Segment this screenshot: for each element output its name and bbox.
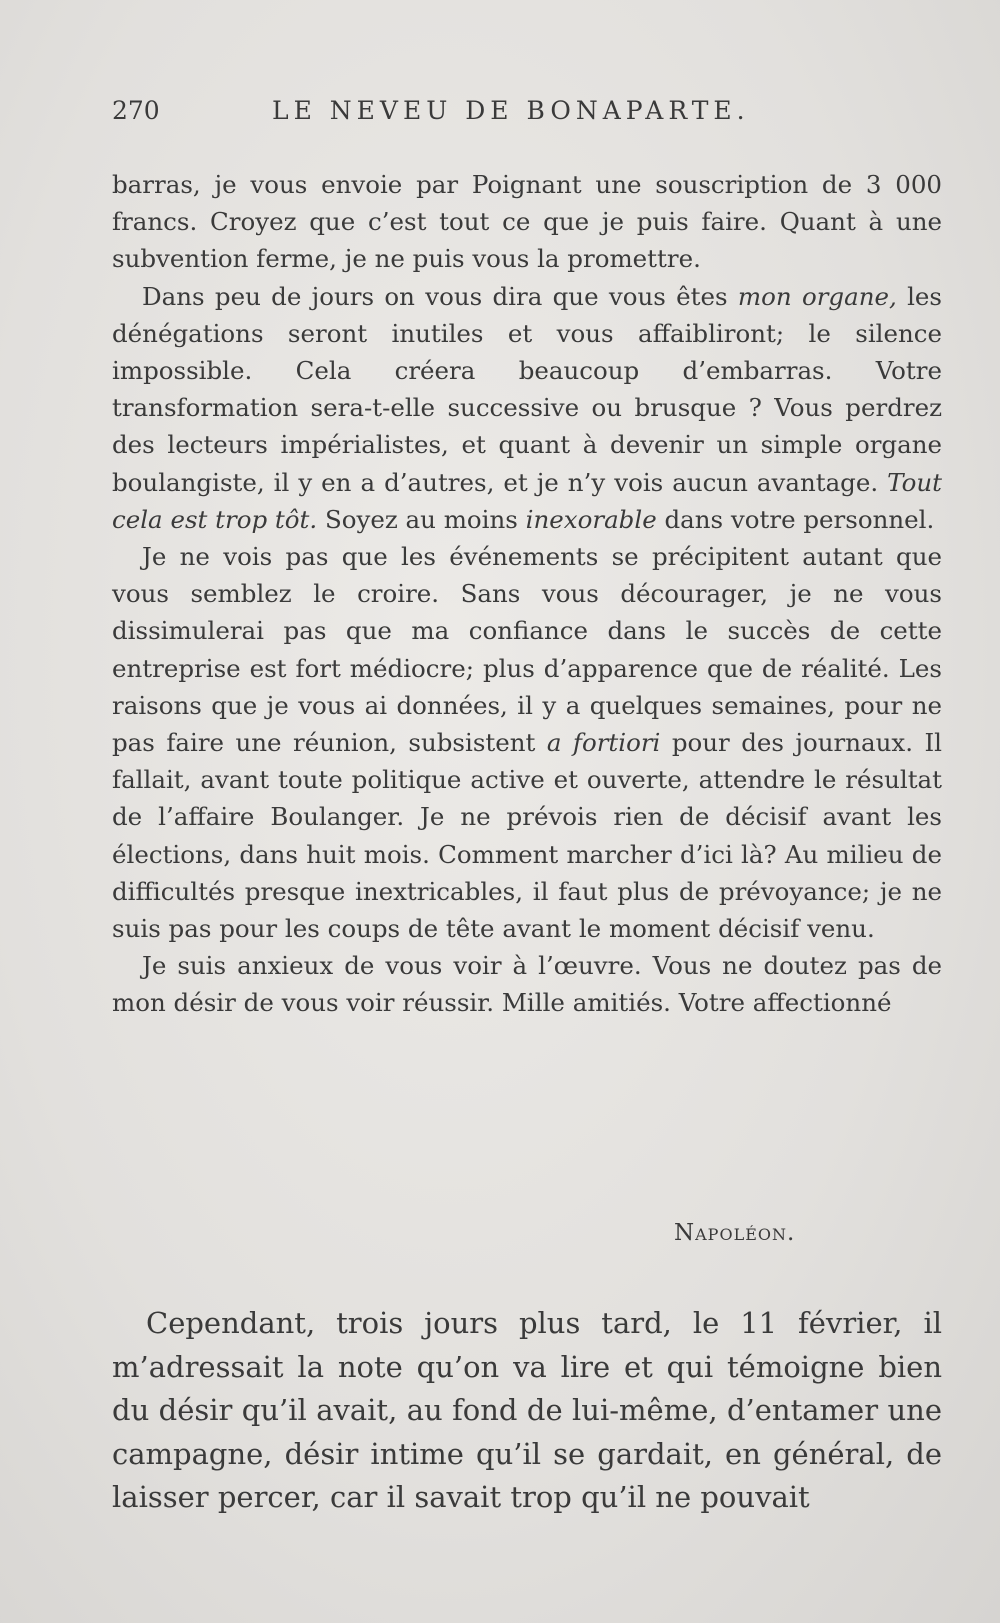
- text-span: dans votre personnel.: [656, 504, 935, 534]
- italic-span: a fortiori: [546, 728, 661, 758]
- letter-paragraph-2: [112, 278, 942, 538]
- italic-span: inexorable: [525, 504, 657, 534]
- text-span: Dans peu de jours on vous dira que vous êtes: [142, 281, 738, 311]
- letter-paragraph-4: Je suis anxieux de vous voir à l’œuvre. Vous ne doutez pas de mon désir de vous voir réussir. Mille amitiés. Votre affectionné: [112, 951, 942, 1018]
- signature: Napoléon.: [674, 1220, 796, 1246]
- letter-paragraph-3: [112, 538, 942, 947]
- italic-span: Tout cela est trop tôt.: [112, 467, 942, 534]
- text-span: les dénégations seront inutiles et vous affaibliront; le silence impossible. Cela créera beaucoup d’embarras. Votre transformation sera-t-elle successive ou brusque ? Vous perdrez des lecteurs impérialistes, et quant à devenir un simple organe boulangiste, il y en a d’autres, et je n’y vois aucun avantage.: [112, 281, 942, 497]
- narrative-body: [112, 1302, 942, 1520]
- text-span: pour des journaux. Il fallait, avant toute politique active et ouverte, attendre le résultat de l’affaire Boulanger. Je ne prévois rien de décisif avant les élections, dans huit mois. Comment marcher d’ici là? Au milieu de difficultés presque inextricables, il faut plus de prévoyance; je ne suis pas pour les coups de tête avant le moment décisif venu.: [112, 728, 942, 944]
- narrative-paragraph-1: Cependant, trois jours plus tard, le 11 février, il m’adressait la note qu’on va lire et qui témoigne bien du désir qu’il avait, au fond de lui-même, d’entamer une campagne, désir intime qu’il se gardait, en général, de laisser percer, car il savait trop qu’il ne pouvait: [112, 1306, 942, 1514]
- text-span: Soyez au moins: [317, 504, 526, 534]
- page-header: [112, 96, 762, 136]
- italic-span: mon organe,: [737, 281, 897, 311]
- running-title: LE NEVEU DE BONAPARTE.: [272, 96, 750, 125]
- letter-body: [112, 166, 942, 1022]
- letter-paragraph-1: barras, je vous envoie par Poignant une souscription de 3 000 francs. Croyez que c’est tout ce que je puis faire. Quant à une subvention ferme, je ne puis vous la promettre.: [112, 170, 942, 274]
- text-span: Je ne vois pas que les événements se précipitent autant que vous semblez le croire. Sans vous décourager, je ne vous dissimulerai pas que ma confiance dans le succès de cette entreprise est fort médiocre; plus d’apparence que de réalité. Les raisons que je vous ai données, il y a quelques semaines, pour ne pas faire une réunion, subsistent: [112, 542, 942, 758]
- page-number: 270: [112, 96, 160, 125]
